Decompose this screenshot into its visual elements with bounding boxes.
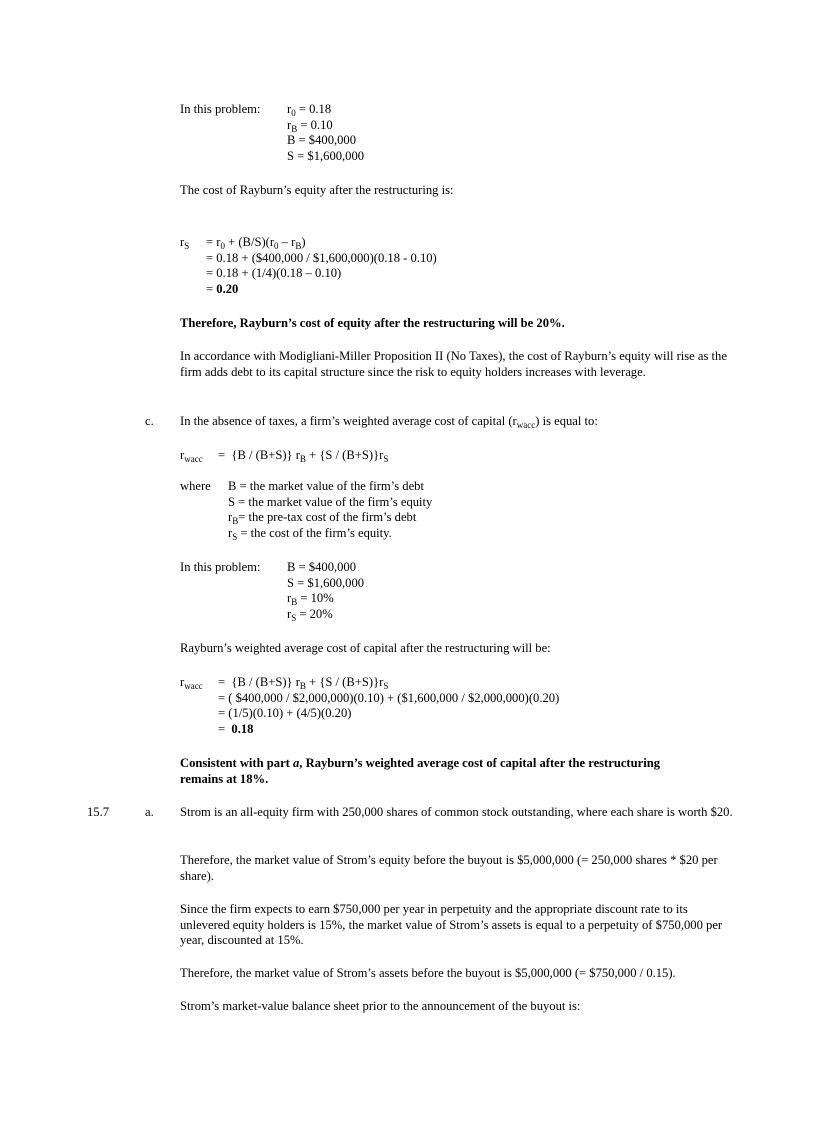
value-rs-2: $r_S = 20\%$ <box>287 606 333 623</box>
where-label: where <box>180 479 211 493</box>
wacc-line-1: = {B / (B+S)} $r_B + \{S / (B+S)\}r_S$ <box>218 675 389 691</box>
problem-label-2: In this problem: <box>180 560 261 574</box>
strom-paragraph-5: Strom’s market-value balance sheet prior to the announcement of the buyout is: <box>180 999 581 1013</box>
wacc-line-2: = ( $400,000 / $2,000,000)(0.10) + ($1,600,000 / $2,000,000)(0.20) <box>218 690 560 705</box>
value-r0: $r_0 = 0.18$ <box>287 102 332 118</box>
rs-line-1: = $r_0 + (B/S)(r_0 - r_B)$ <box>206 235 306 251</box>
strom-paragraph-4: Therefore, the market value of Strom’s assets before the buyout is $5,000,000 (= $750,000 / 0.15). <box>180 966 676 980</box>
problem-number: 15.7 <box>87 805 110 819</box>
part-a-marker: a. <box>145 805 154 819</box>
mm-paragraph: In accordance with Modigliani-Miller Proposition II (No Taxes), the cost of Rayburn’s equity will rise as the firm adds debt to its capital structure since the risk to equity holders increases with leverage. <box>180 349 727 379</box>
rs-line-3: = 0.18 + (1/4)(0.18 – 0.10) <box>206 266 342 281</box>
value-s: S = $1,600,000 <box>287 148 365 163</box>
value-b-2: B = $400,000 <box>287 560 357 574</box>
therefore-equity: Therefore, Rayburn’s cost of equity after the restructuring will be 20%. <box>180 316 565 330</box>
value-rb-2: $r_B = 10\%$ <box>287 591 334 608</box>
where-definitions <box>228 479 432 541</box>
wacc-calc-lhs: $r_{wacc}$ <box>180 675 203 691</box>
value-b: B = $400,000 <box>287 133 357 148</box>
value-s-2: S = $1,600,000 <box>287 575 365 590</box>
def-b: B = the market value of the firm’s debt <box>228 479 424 493</box>
problem-values-2 <box>287 560 364 622</box>
part-c-intro: In the absence of taxes, a firm’s weighted average cost of capital $(r_{wacc})$ is equal to: <box>180 414 598 430</box>
def-s: S = the market value of the firm’s equity <box>228 494 433 509</box>
def-rs: $r_S$ = the cost of the firm’s equity. <box>228 525 392 542</box>
problem-values-1 <box>287 102 364 164</box>
consistent-line-1: Consistent with part a, Rayburn’s weighted average cost of capital after the restructuring <box>180 756 661 770</box>
def-rb: $r_B=$ the pre-tax cost of the firm’s debt <box>228 510 417 527</box>
wacc-formula-rhs: = {B / (B+S)} $r_B + \{S / (B+S)\}r_S$ <box>218 448 389 464</box>
value-rb: $r_B = 0.10$ <box>287 117 333 134</box>
wacc-intro: Rayburn’s weighted average cost of capital after the restructuring will be: <box>180 641 551 655</box>
rs-calculation <box>206 235 437 297</box>
rs-lhs: $r_S$ <box>180 235 190 251</box>
rs-line-4: = 0.20 <box>206 281 239 296</box>
wacc-line-3: = (1/5)(0.10) + (4/5)(0.20) <box>218 706 352 721</box>
problem-label-1: In this problem: <box>180 102 261 116</box>
consistent-line-2: remains at 18%. <box>180 772 269 786</box>
strom-paragraph-3: Since the firm expects to earn $750,000 per year in perpetuity and the appropriate discount rate to its unlevered equity holders is 15%, the market value of Strom’s assets is equal to a perpetuity of $750,000 per year, discounted at 15%. <box>180 902 723 948</box>
rs-line-2: = 0.18 + ($400,000 / $1,600,000)(0.18 - 0.10) <box>206 250 437 265</box>
wacc-calculation <box>218 675 559 737</box>
wacc-formula-lhs: $r_{wacc}$ <box>180 448 203 464</box>
cost-equity-intro: The cost of Rayburn’s equity after the restructuring is: <box>180 183 454 197</box>
part-c-marker: c. <box>145 414 154 428</box>
wacc-line-4: = 0.18 <box>218 721 254 736</box>
strom-paragraph-2: Therefore, the market value of Strom’s equity before the buyout is $5,000,000 (= 250,000 shares * $20 per share). <box>180 853 718 883</box>
strom-paragraph-1: Strom is an all-equity firm with 250,000 shares of common stock outstanding, where each share is worth $20. <box>180 805 733 819</box>
